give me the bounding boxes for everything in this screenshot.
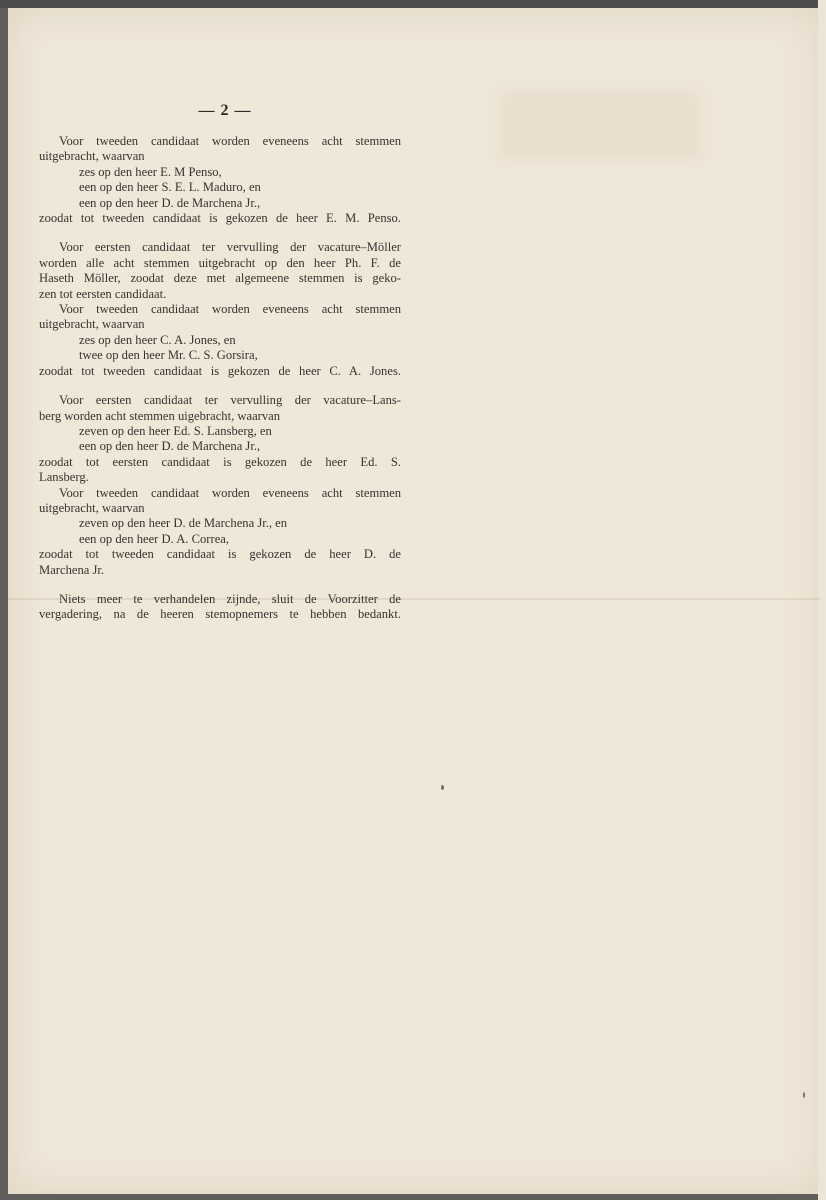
text-line: zoodat tot tweeden candidaat is gekozen de heer E. M. Penso. [39, 211, 401, 226]
text-line: vergadering, na de heeren stemopnemers te hebben bedankt. [39, 607, 401, 622]
text-line: een op den heer S. E. L. Maduro, en [79, 180, 261, 195]
text-line: Voor tweeden candidaat worden eveneens acht stemmen [59, 485, 401, 500]
text-line: zes op den heer C. A. Jones, en [79, 332, 236, 347]
text-line: Marchena Jr. [39, 562, 105, 577]
paper-speck [441, 785, 444, 790]
text-line: worden alle acht stemmen uitgebracht op den heer Ph. F. de [39, 255, 401, 270]
scan-top-edge [0, 0, 826, 8]
text-line: berg worden acht stemmen uigebracht, waarvan [39, 408, 281, 423]
paper-speck [803, 1092, 805, 1098]
text-line: uitgebracht, waarvan [39, 149, 145, 164]
text-line: twee op den heer Mr. C. S. Gorsira, [79, 348, 258, 363]
text-line: zes op den heer E. M Penso, [79, 164, 222, 179]
text-line: Voor tweeden candidaat worden eveneens acht stemmen [59, 302, 401, 317]
scan-right-edge [818, 0, 826, 1200]
text-line: Haseth Möller, zoodat deze met algemeene stemmen is geko- [39, 271, 401, 286]
text-line: een op den heer D. de Marchena Jr., [79, 195, 261, 210]
text-line: Niets meer te verhandelen zijnde, sluit de Voorzitter de [59, 591, 401, 606]
text-line: zoodat tot tweeden candidaat is gekozen de heer C. A. Jones. [39, 363, 401, 378]
text-line: zeven op den heer D. de Marchena Jr., en [79, 516, 288, 531]
show-through-text [500, 90, 700, 160]
paragraph [39, 592, 401, 623]
text-line: zen tot eersten candidaat. [39, 286, 167, 301]
text-line: een op den heer D. de Marchena Jr., [79, 439, 261, 454]
page-number: — 2 — [198, 102, 252, 119]
paragraph [39, 134, 401, 226]
text-line: Voor tweeden candidaat worden eveneens acht stemmen [59, 134, 401, 148]
text-line: zoodat tot eersten candidaat is gekozen de heer Ed. S. [39, 454, 401, 469]
text-line: een op den heer D. A. Correa, [79, 531, 230, 546]
text-line: uitgebracht, waarvan [39, 500, 145, 515]
text-line: Lansberg. [39, 470, 89, 485]
paragraph [39, 393, 401, 578]
text-line: zeven op den heer Ed. S. Lansberg, en [79, 423, 272, 438]
text-line: Voor eersten candidaat ter vervulling der vacature–Lans- [59, 393, 401, 408]
text-line: Voor eersten candidaat ter vervulling der vacature–Möller [59, 240, 401, 255]
text-line: uitgebracht, waarvan [39, 317, 145, 332]
minutes-text [39, 134, 401, 623]
paragraph [39, 240, 401, 379]
text-line: zoodat tot tweeden candidaat is gekozen de heer D. de [39, 547, 401, 562]
